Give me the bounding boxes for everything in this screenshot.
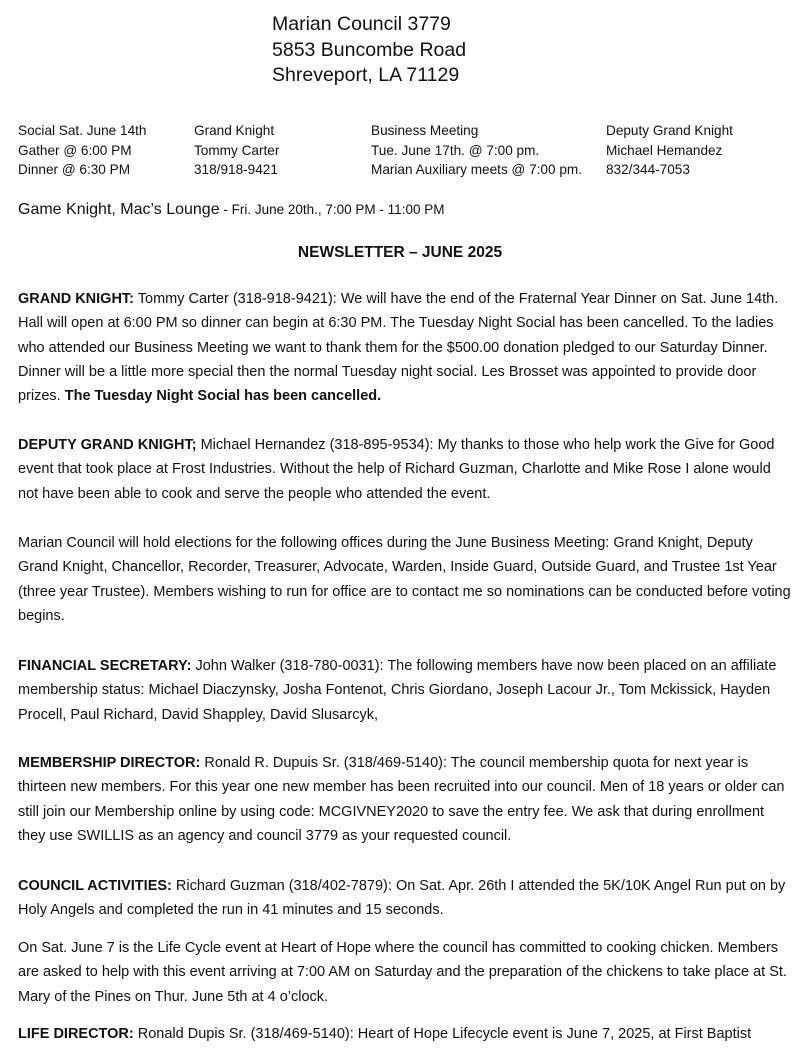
- grand-knight-section: [18, 287, 793, 408]
- section-body: Richard Guzman (318/402-7879): On Sat. Apr. 26th I attended the 5K/10K Angel Run put on by Holy Angels and completed the run in 41 minutes and 15 seconds.: [18, 878, 786, 919]
- section-heading: FINANCIAL SECRETARY:: [18, 658, 192, 674]
- deputy-title: Deputy Grand Knight: [606, 123, 733, 138]
- section-heading: GRAND KNIGHT:: [18, 291, 134, 307]
- section-body: Marian Council will hold elections for the following offices during the June Business Meeting: Grand Knight, Deputy Grand Knight, Chancellor, Recorder, Treasurer, Advocate, Warden, Inside Guard, Outside Guard, and Trustee 1st Year (three year Trustee). Members wishing to run for office are to contact me so nominations can be conducted before voting begins.: [18, 535, 791, 624]
- membership-director-section: [18, 751, 793, 848]
- elections-section: [18, 531, 793, 628]
- grand-knight-phone: 318/918-9421: [194, 162, 278, 178]
- section-body: Tommy Carter (318-918-9421): We will have the end of the Fraternal Year Dinner on Sat. June 14th. Hall will open at 6:00 PM so dinner can begin at 6:30 PM. The Tuesday Night Social has been cancelled. To the ladies who attended our Business Meeting we want to thank them for the $500.00 donation pledged to our Saturday Dinner. Dinner will be a little more special then the normal Tuesday night social. Les Brosset was appointed to provide door prizes.: [18, 291, 779, 405]
- game-night-line: [18, 201, 444, 219]
- business-meeting-info-column: [371, 121, 582, 180]
- grand-knight-info-column: [194, 121, 279, 180]
- financial-secretary-section: [18, 654, 793, 727]
- auxiliary-meeting: Marian Auxiliary meets @ 7:00 pm.: [371, 162, 582, 178]
- section-body: On Sat. June 7 is the Life Cycle event at Heart of Hope where the council has committed to cooking chicken. Members are asked to help with this event arriving at 7:00 AM on Saturday and the preparation of the chickens to take place at St. Mary of the Pines on Thur. June 5th at 4 o’clock.: [18, 940, 787, 1005]
- section-body: John Walker (318-780-0031): The following members have now been placed on an affiliate membership status: Michael Diaczynsky, Josha Fontenot, Chris Giordano, Joseph Lacour Jr., Tom Mckissick, Hayden Procell, Paul Richard, David Shappley, David Slusarcyk,: [18, 658, 777, 723]
- life-cycle-section: [18, 936, 793, 1009]
- dinner-time: Dinner @ 6:30 PM: [18, 162, 131, 178]
- deputy-info-column: [606, 121, 733, 180]
- business-meeting-title: Business Meeting: [371, 123, 479, 138]
- section-body: Michael Hernandez (318-895-9534): My thanks to those who help work the Give for Good event that took place at Frost Industries. Without the help of Richard Guzman, Charlotte and Mike Rose I alone would not have been able to cook and serve the people who attended the event.: [18, 437, 775, 502]
- game-night-title: Game Knight, Mac’s Lounge: [18, 201, 220, 218]
- business-meeting-date: Tue. June 17th. @ 7:00 pm.: [371, 142, 540, 158]
- council-activities-section: [18, 874, 793, 923]
- deputy-phone: 832/344-7053: [606, 162, 690, 178]
- section-body: Ronald Dupis Sr. (318/469-5140): Heart of Hope Lifecycle event is June 7, 2025, at First Baptist: [133, 1026, 752, 1042]
- section-heading: MEMBERSHIP DIRECTOR:: [18, 755, 201, 771]
- grand-knight-name: Tommy Carter: [194, 142, 280, 158]
- social-date: Social Sat. June 14th: [18, 123, 147, 138]
- cancellation-notice: The Tuesday Night Social has been cancelled.: [64, 388, 382, 405]
- council-address-header: [272, 12, 466, 89]
- city-state-zip: Shreveport, LA 71129: [272, 64, 460, 86]
- life-director-section: [18, 1022, 793, 1046]
- social-info-column: [18, 121, 146, 180]
- gather-time: Gather @ 6:00 PM: [18, 142, 132, 158]
- street-address: 5853 Buncombe Road: [272, 38, 467, 61]
- newsletter-title: NEWSLETTER – JUNE 2025: [297, 244, 503, 261]
- section-heading: LIFE DIRECTOR:: [18, 1026, 134, 1042]
- game-night-details: - Fri. June 20th., 7:00 PM - 11:00 PM: [219, 202, 445, 217]
- deputy-grand-knight-section: [18, 433, 793, 506]
- grand-knight-title: Grand Knight: [194, 123, 275, 138]
- deputy-name: Michael Hemandez: [606, 142, 723, 158]
- council-name: Marian Council 3779: [272, 13, 451, 35]
- section-heading: COUNCIL ACTIVITIES:: [18, 878, 172, 894]
- section-body: Ronald R. Dupuis Sr. (318/469-5140): The council membership quota for next year is thirteen new members. For this year one new member has been recruited into our council. Men of 18 years or older can still join our Membership online by using code: MCGIVNEY2020 to save the entry fee. We ask that during enrollment they use SWILLIS as an agency and council 3779 as your requested council.: [18, 755, 785, 844]
- section-heading: DEPUTY GRAND KNIGHT;: [18, 437, 197, 453]
